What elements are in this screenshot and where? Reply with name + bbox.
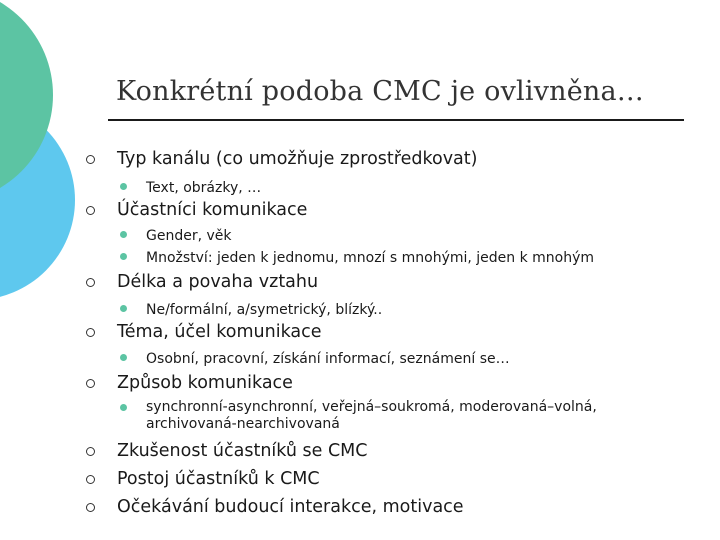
list-item: [86, 373, 293, 393]
filled-circle-bullet-icon: [120, 305, 127, 312]
sub-list-item: [120, 226, 232, 246]
sub-list-item-text: Množství: jeden k jednomu, mnozí s mnohými, jeden k mnohým: [146, 250, 595, 266]
list-item-text: Způsob komunikace: [117, 373, 293, 393]
list-item: [86, 322, 322, 342]
hollow-circle-bullet-icon: [86, 206, 95, 215]
hollow-circle-bullet-icon: [86, 447, 95, 456]
hollow-circle-bullet-icon: [86, 503, 95, 512]
sub-list-item: [120, 248, 594, 268]
sub-list-item-text: synchronní-asynchronní, veřejná–soukromá, moderovaná–volná, archivovaná-nearchivovaná: [146, 399, 597, 432]
sub-list-item: [120, 300, 382, 320]
filled-circle-bullet-icon: [120, 404, 127, 411]
sub-list-item-text: Ne/formální, a/symetrický, blízký..: [146, 302, 383, 318]
list-item-text: Účastníci komunikace: [117, 200, 308, 220]
sub-list-item: [120, 349, 510, 369]
list-item: [86, 272, 318, 292]
filled-circle-bullet-icon: [120, 231, 127, 238]
list-item: [86, 497, 464, 517]
filled-circle-bullet-icon: [120, 183, 127, 190]
list-item: [86, 441, 368, 461]
sub-list-item: [120, 399, 606, 433]
hollow-circle-bullet-icon: [86, 278, 95, 287]
sub-list-item-text: Text, obrázky, …: [146, 180, 262, 196]
list-item-text: Zkušenost účastníků se CMC: [117, 441, 368, 461]
list-item-text: Postoj účastníků k CMC: [117, 469, 320, 489]
list-item-text: Očekávání budoucí interakce, motivace: [117, 497, 464, 517]
sub-list-item: [120, 178, 261, 198]
list-item: [86, 200, 307, 220]
sub-list-item-text: Osobní, pracovní, získání informací, seznámení se…: [146, 351, 510, 367]
hollow-circle-bullet-icon: [86, 155, 95, 164]
list-item-text: Téma, účel komunikace: [117, 322, 322, 342]
hollow-circle-bullet-icon: [86, 328, 95, 337]
list-item-text: Typ kanálu (co umožňuje zprostředkovat): [117, 149, 478, 169]
hollow-circle-bullet-icon: [86, 475, 95, 484]
filled-circle-bullet-icon: [120, 354, 127, 361]
title-underline: [108, 119, 684, 121]
filled-circle-bullet-icon: [120, 253, 127, 260]
hollow-circle-bullet-icon: [86, 379, 95, 388]
list-item-text: Délka a povaha vztahu: [117, 272, 319, 292]
list-item: [86, 469, 320, 489]
sub-list-item-text: Gender, věk: [146, 228, 232, 244]
list-item: [86, 149, 477, 169]
slide-title: Konkrétní podoba CMC je ovlivněna…: [116, 76, 645, 107]
